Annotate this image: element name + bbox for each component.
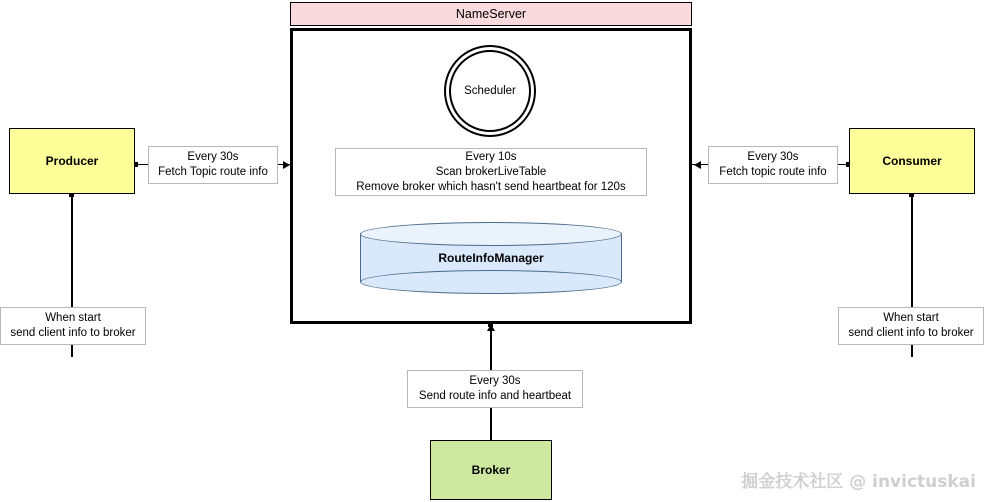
cylinder-bottom <box>360 270 622 294</box>
edge-broker-nameserver-line-lower <box>490 408 492 440</box>
nameserver-title: NameServer <box>290 2 692 26</box>
scheduler-node[interactable]: Scheduler <box>449 50 531 132</box>
edge-producer-nameserver-arrow <box>283 161 290 169</box>
edge-label-producer-nameserver <box>148 146 278 184</box>
edge-label-line1: When start <box>45 312 101 324</box>
edge-consumer-nameserver-arrow <box>694 161 701 169</box>
edge-label-consumer-nameserver <box>708 146 838 184</box>
edge-label-line2: Fetch topic route info <box>719 166 827 178</box>
edge-label-broker-nameserver <box>407 370 583 408</box>
edge-label-line1: Every 30s <box>187 151 239 163</box>
routeinfomanager-label: RouteInfoManager <box>438 251 544 265</box>
routeinfomanager-node[interactable] <box>360 222 622 294</box>
edge-label-line2: send client info to broker <box>10 327 136 339</box>
scheduler-task-label <box>335 148 647 196</box>
edge-producer-broker-line-lower <box>71 345 73 357</box>
edge-consumer-broker-line <box>911 194 913 307</box>
consumer-node[interactable]: Consumer <box>849 128 975 194</box>
edge-producer-broker-line <box>71 194 73 307</box>
scheduler-task-line1: Every 10s <box>465 150 517 163</box>
broker-node[interactable]: Broker <box>430 440 552 500</box>
edge-label-line1: Every 30s <box>747 151 799 163</box>
edge-label-line2: send client info to broker <box>848 327 974 339</box>
watermark: 掘金技术社区 @ invictuskai <box>741 472 976 492</box>
edge-label-line1: When start <box>883 312 939 324</box>
edge-label-producer-broker <box>0 307 146 345</box>
edge-label-line2: Fetch Topic route info <box>158 166 268 178</box>
edge-consumer-broker-line-lower <box>911 345 913 357</box>
cylinder-top <box>360 222 622 246</box>
scheduler-task-line2: Scan brokerLiveTable <box>435 165 547 178</box>
edge-label-consumer-broker <box>838 307 984 345</box>
edge-label-line1: Every 30s <box>469 375 521 387</box>
edge-label-line2: Send route info and heartbeat <box>418 390 572 402</box>
scheduler-task-line3: Remove broker which hasn't send heartbeat for 120s <box>356 180 626 193</box>
producer-node[interactable]: Producer <box>9 128 135 194</box>
